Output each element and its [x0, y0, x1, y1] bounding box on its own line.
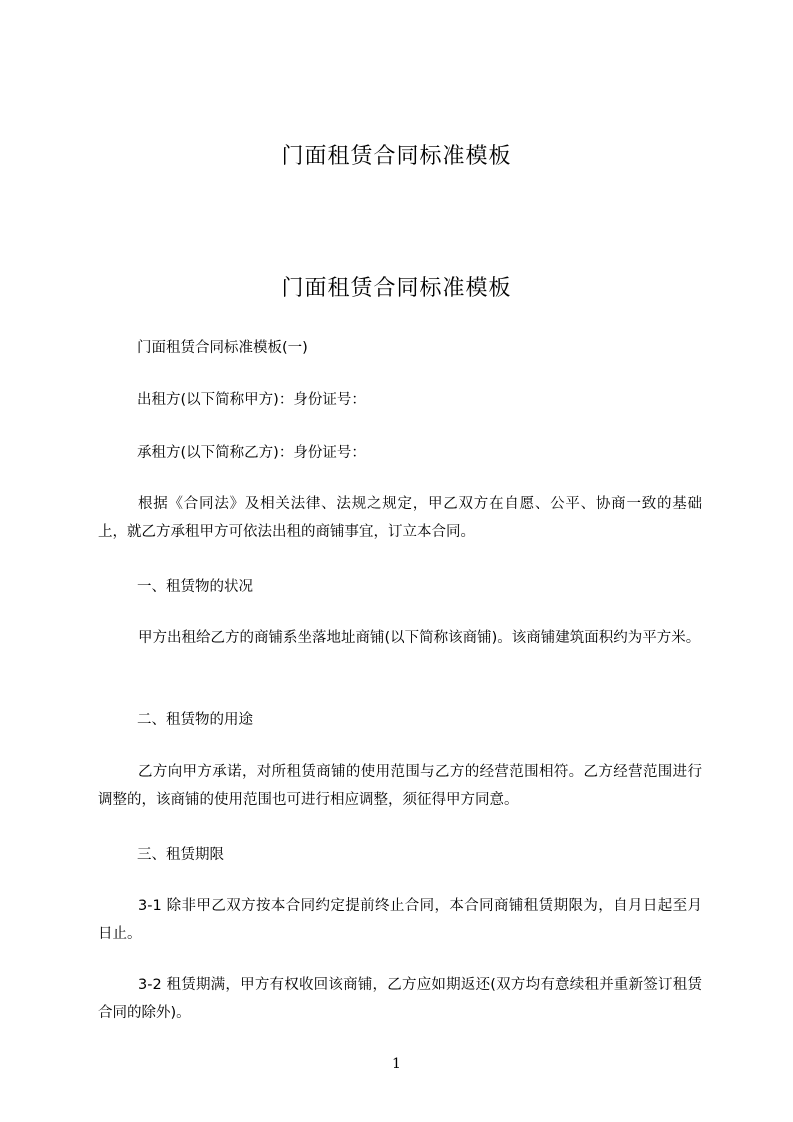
clause-3-1-paragraph: 3-1 除非甲乙双方按本合同约定提前终止合同，本合同商铺租赁期限为，自月日起至月日止。: [98, 898, 702, 942]
document-header-title: 门面租赁合同标准模板: [281, 144, 512, 169]
section-1-heading: 一、租赁物的状况: [137, 579, 253, 595]
section-2-paragraph: 乙方向甲方承诺，对所租赁商铺的使用范围与乙方的经营范围相符。乙方经营范围进行调整的，该商铺的使用范围也可进行相应调整，须征得甲方同意。: [98, 764, 702, 808]
intro-paragraph: 根据《合同法》及相关法律、法规之规定，甲乙双方在自愿、公平、协商一致的基础上，就乙方承租甲方可依法出租的商铺事宜，订立本合同。: [98, 496, 702, 540]
clause-3-2-paragraph: 3-2 租赁期满，甲方有权收回该商铺，乙方应如期返还(双方均有意续租并重新签订租赁合同的除外)。: [98, 977, 702, 1021]
section-1-paragraph: 甲方出租给乙方的商铺系坐落地址商铺(以下简称该商铺)。该商铺建筑面积约为平方米。: [138, 630, 701, 646]
lessee-line: 承租方(以下简称乙方)：身份证号：: [137, 445, 366, 461]
section-3-heading: 三、租赁期限: [137, 847, 224, 863]
document-main-title: 门面租赁合同标准模板: [281, 276, 512, 301]
section-2-heading: 二、租赁物的用途: [137, 712, 253, 728]
template-subtitle: 门面租赁合同标准模板(一): [137, 340, 308, 356]
lessor-line: 出租方(以下简称甲方)：身份证号：: [137, 392, 366, 408]
page-number: 1: [392, 1056, 401, 1072]
